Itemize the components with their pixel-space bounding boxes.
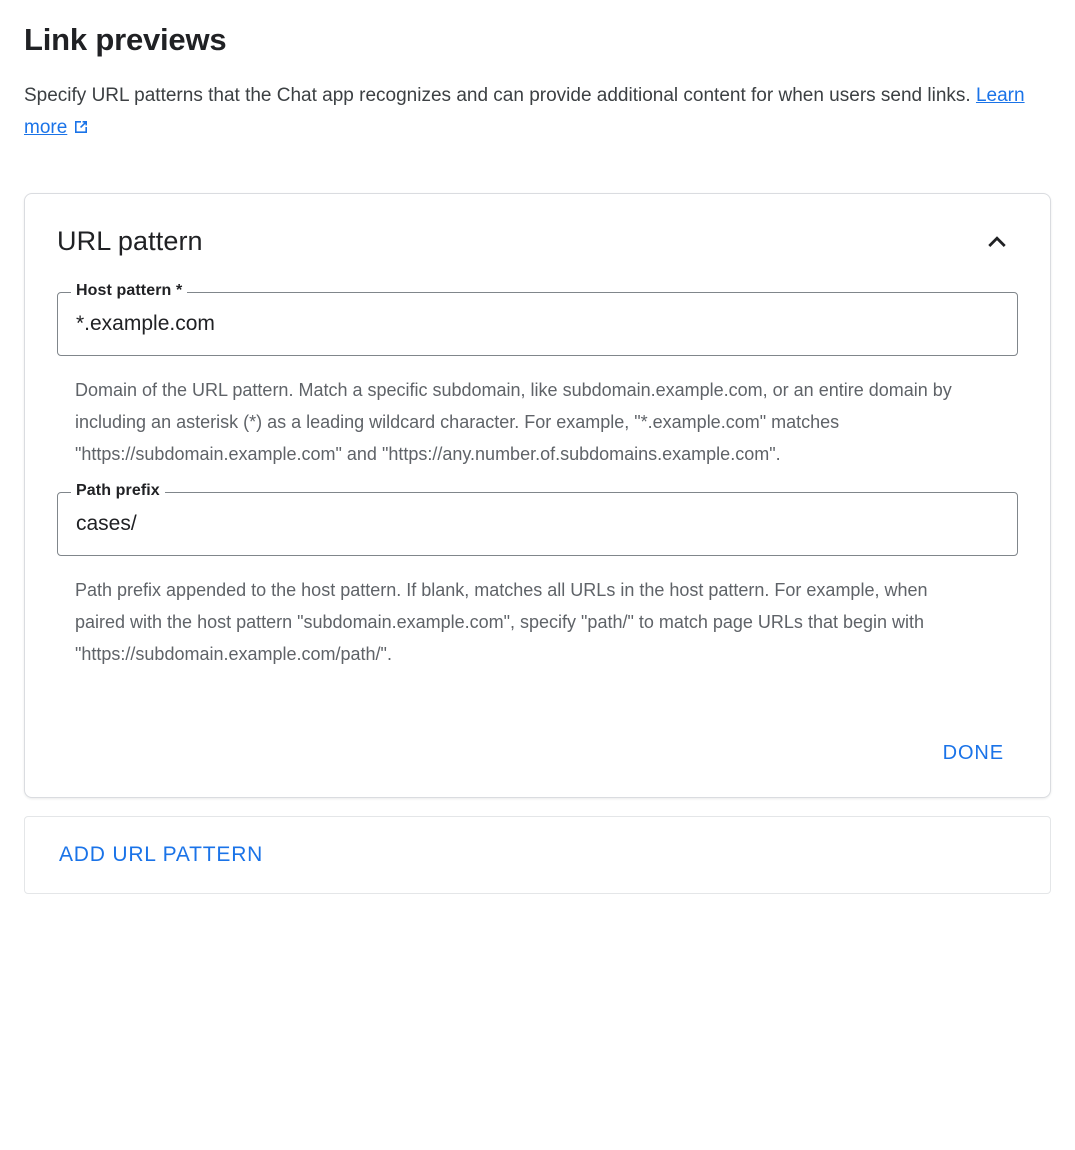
learn-more-link[interactable]: Learn more (24, 85, 1025, 138)
chevron-up-icon[interactable] (976, 220, 1018, 262)
path-prefix-input-box[interactable] (57, 492, 1018, 556)
add-url-pattern-button[interactable]: ADD URL PATTERN (55, 837, 267, 873)
path-prefix-input[interactable] (74, 511, 1001, 537)
page-title: Link previews (24, 22, 227, 57)
add-url-pattern-bar[interactable] (24, 816, 1051, 894)
path-prefix-help: Path prefix appended to the host pattern. If blank, matches all URLs in the host pattern. For example, when paired with the host pattern "subdomain.example.com", specify "path/" to match page URLs that begin with "https://subdomain.example.com/path/". (75, 580, 928, 664)
card-actions (57, 732, 1018, 775)
host-pattern-input[interactable] (74, 311, 1001, 337)
host-pattern-label: Host pattern * (71, 282, 187, 300)
card-header (57, 220, 1018, 262)
host-pattern-field[interactable] (57, 282, 1018, 356)
card-title: URL pattern (57, 225, 203, 256)
host-pattern-help: Domain of the URL pattern. Match a specific subdomain, like subdomain.example.com, or an entire domain by including an asterisk (*) as a leading wildcard character. For example, "*.example.com" matches "https://subdomain.example.com" and "https://any.number.of.subdomains.example.com". (75, 380, 952, 464)
path-prefix-label: Path prefix (71, 482, 165, 500)
url-pattern-card (24, 193, 1051, 798)
external-link-icon (72, 115, 90, 147)
host-pattern-input-box[interactable] (57, 292, 1018, 356)
path-prefix-field[interactable] (57, 482, 1018, 556)
page-description-text: Specify URL patterns that the Chat app recognizes and can provide additional content for when users send links. (24, 85, 976, 106)
done-button[interactable]: DONE (929, 732, 1018, 775)
page-description (24, 80, 1036, 147)
